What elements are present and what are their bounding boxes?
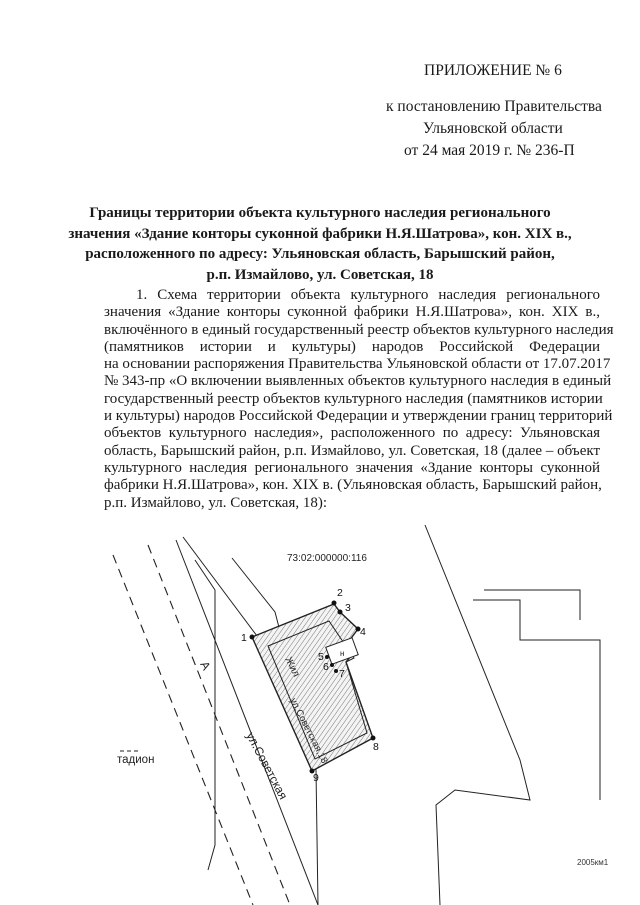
title-line: Границы территории объекта культурного наследия регионального [89, 205, 551, 221]
body-paragraph-cont [104, 304, 614, 512]
title-line: р.п. Измайлово, ул. Советская, 18 [206, 266, 434, 283]
body-line: р.п. Измайлово, ул. Советская, 18): [104, 494, 328, 511]
region-line: Ульяновской области [423, 120, 563, 137]
building-address: ул.Советская,18 [287, 696, 330, 766]
boundary-point [330, 663, 334, 667]
footer-code: 2005км1 [577, 858, 609, 867]
point-label: 6 [323, 661, 329, 673]
point-label: 5 [318, 651, 324, 663]
title-line: значения «Здание конторы суконной фабрики Н.Я.Шатрова», кон. XIX в., [68, 225, 572, 242]
boundary-point [250, 635, 255, 640]
boundary-point [325, 655, 329, 659]
body-line: 1. Схема территории объекта культурного наследия регионального [136, 287, 600, 303]
boundary-point [332, 601, 337, 606]
body-line: область, Барышский район, р.п. Измайлово, ул. Советская, 18 (далее – объект [104, 442, 600, 459]
body-line: значения «Здание конторы суконной фабрики Н.Я.Шатрова», кон. XIX в., [104, 304, 600, 321]
body-line: фабрики Н.Я.Шатрова», кон. XIX в. (Ульяновская область, Барышский район, [104, 477, 602, 494]
body-line: включённого в единый государственный реестр объектов культурного наследия [104, 321, 614, 338]
body-line: на основании распоряжения Правительства Ульяновской области от 17.07.2017 [104, 356, 611, 373]
body-line: государственный реестр объектов культурного наследия (памятников истории [104, 390, 603, 407]
document-title [60, 203, 580, 285]
appendix-number: ПРИЛОЖЕНИЕ № 6 [424, 62, 562, 79]
point-label: 4 [360, 626, 366, 638]
annex-label: н [340, 649, 345, 658]
point-label: 1 [241, 632, 247, 644]
road-letter: А [197, 658, 214, 673]
date-number-line: от 24 мая 2019 г. № 236-П [404, 142, 575, 159]
body-line: (памятников истории и культуры) народов Российской Федерации [104, 338, 600, 355]
stadium-label: тадион [117, 754, 155, 766]
point-label: 7 [339, 668, 345, 680]
cadastral-number: 73:02:000000:116 [287, 553, 367, 564]
body-line: и культуры) народов Российской Федерации и утверждении границ территорий [104, 408, 613, 425]
body-line: № 343-пр «О включении выявленных объектов культурного наследия в единый [104, 373, 612, 390]
title-line: расположенного по адресу: Ульяновская область, Барышский район, [85, 246, 555, 262]
point-label: 3 [345, 602, 351, 614]
point-label: 9 [313, 772, 319, 784]
point-label: 8 [373, 741, 379, 753]
boundary-point [371, 736, 376, 741]
building-label: Жил [282, 655, 302, 679]
body-line: культурного наследия регионального значения «Здание конторы суконной [104, 459, 600, 476]
site-plan [0, 520, 640, 905]
boundary-point [334, 669, 338, 673]
body-paragraph [104, 287, 600, 304]
boundary-point [338, 610, 343, 615]
body-line: объектов культурного наследия», расположенного по адресу: Ульяновская [104, 425, 600, 442]
point-label: 2 [337, 587, 343, 599]
resolution-line: к постановлению Правительства [386, 98, 602, 115]
street-name: ул.Советская [243, 729, 291, 802]
